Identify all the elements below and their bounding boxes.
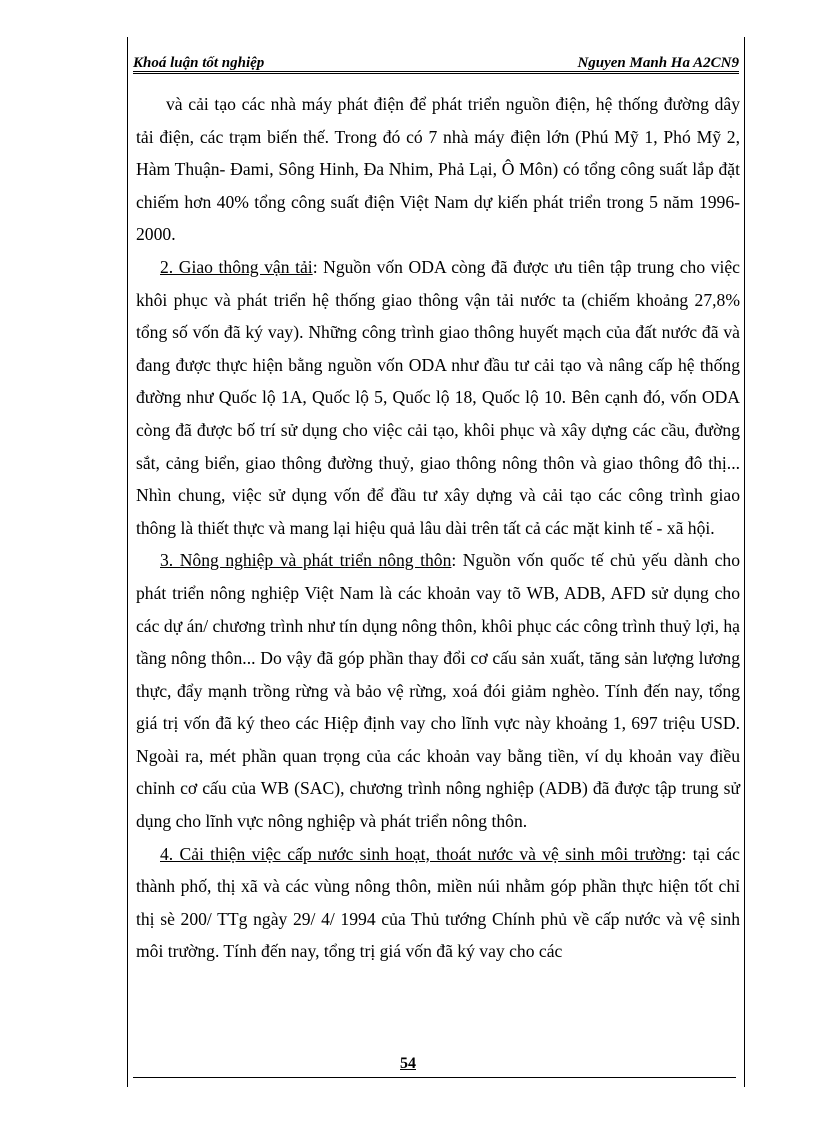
header-author: Nguyen Manh Ha A2CN9 — [577, 55, 739, 71]
paragraph-power-continued — [136, 88, 740, 251]
header-rule — [133, 71, 739, 74]
paragraph-text: : Nguồn vốn ODA còng đã được ưu tiên tập trung cho việc khôi phục và phát triển hệ thống giao thông vận tải nước ta (chiếm khoảng 27,8% tổng số vốn đã ký vay). Những công trình giao thông huyết mạch của đất nước đã và đang được thực hiện bằng nguồn vốn ODA như đầu tư cải tạo và nâng cấp hệ thống đường như Quốc lộ 1A, Quốc lộ 5, Quốc lộ 18, Quốc lộ 10. Bên cạnh đó, vốn ODA còng đã được bố trí sử dụng cho việc cải tạo, khôi phục và xây dựng các cầu, đường sắt, cảng biển, giao thông đường thuỷ, giao thông nông thôn và giao thông đô thị... Nhìn chung, việc sử dụng vốn để đầu tư xây dựng và cải tạo các công trình giao thông là thiết thực và mang lại hiệu quả lâu dài trên tất cả các mặt kinh tế - xã hội. — [136, 256, 740, 538]
paragraph-transport — [136, 251, 740, 544]
page-number — [0, 1055, 816, 1073]
section-heading-transport: 2. Giao thông vận tải — [160, 256, 313, 277]
paragraph-text: : tại các thành phố, thị xã và các vùng nông thôn, miền núi nhằm góp phần thực hiện tốt chỉ thị sè 200/ TTg ngày 29/ 4/ 1994 của Thủ tướng Chính phủ về cấp nước và vệ sinh môi trường. Tính đến nay, tổng trị giá vốn đã ký vay cho các — [136, 843, 740, 962]
page-number-text: 54 — [400, 1055, 416, 1072]
paragraph-text: và cải tạo các nhà máy phát điện để phát triển nguồn điện, hệ thống đường dây tải điện, các trạm biến thế. Trong đó có 7 nhà máy điện lớn (Phú Mỹ 1, Phó Mỹ 2, Hàm Thuận- Đami, Sông Hinh, Đa Nhim, Phả Lại, Ô Môn) có tổng công suất lắp đặt chiếm hơn 40% tổng công suất điện Việt Nam dự kiến phát triển trong 5 năm 1996-2000. — [136, 94, 740, 245]
running-header — [133, 50, 739, 72]
paragraph-text: : Nguồn vốn quốc tế chủ yếu dành cho phát triển nông nghiệp Việt Nam là các khoản vay tõ WB, ADB, AFD sử dụng cho các dự án/ chương trình như tín dụng nông thôn, khôi phục các công trình thuỷ lợi, hạ tầng nông thôn... Do vậy đã góp phần thay đổi cơ cấu sản xuất, tăng sản lượng lương thực, đẩy mạnh trồng rừng và bảo vệ rừng, xoá đói giảm nghèo. Tính đến nay, tổng giá trị vốn đã ký theo các Hiệp định vay cho lĩnh vực này khoảng 1, 697 triệu USD. Ngoài ra, mét phần quan trọng của các khoản vay bằng tiền, ví dụ khoản vay điều chỉnh cơ cấu của WB (SAC), chương trình nông nghiệp (ADB) đã được tập trung sử dụng cho lĩnh vực nông nghiệp và phát triển nông thôn. — [136, 550, 740, 832]
section-heading-water-sanitation: 4. Cải thiện việc cấp nước sinh hoạt, thoát nước và vệ sinh môi trường — [160, 843, 682, 864]
paragraph-water-sanitation — [136, 838, 740, 968]
section-heading-agriculture: 3. Nông nghiệp và phát triển nông thôn — [160, 550, 452, 571]
paragraph-agriculture — [136, 544, 740, 837]
footer-rule — [133, 1077, 736, 1078]
document-body — [136, 88, 740, 968]
header-title: Khoá luận tốt nghiệp — [133, 55, 265, 71]
